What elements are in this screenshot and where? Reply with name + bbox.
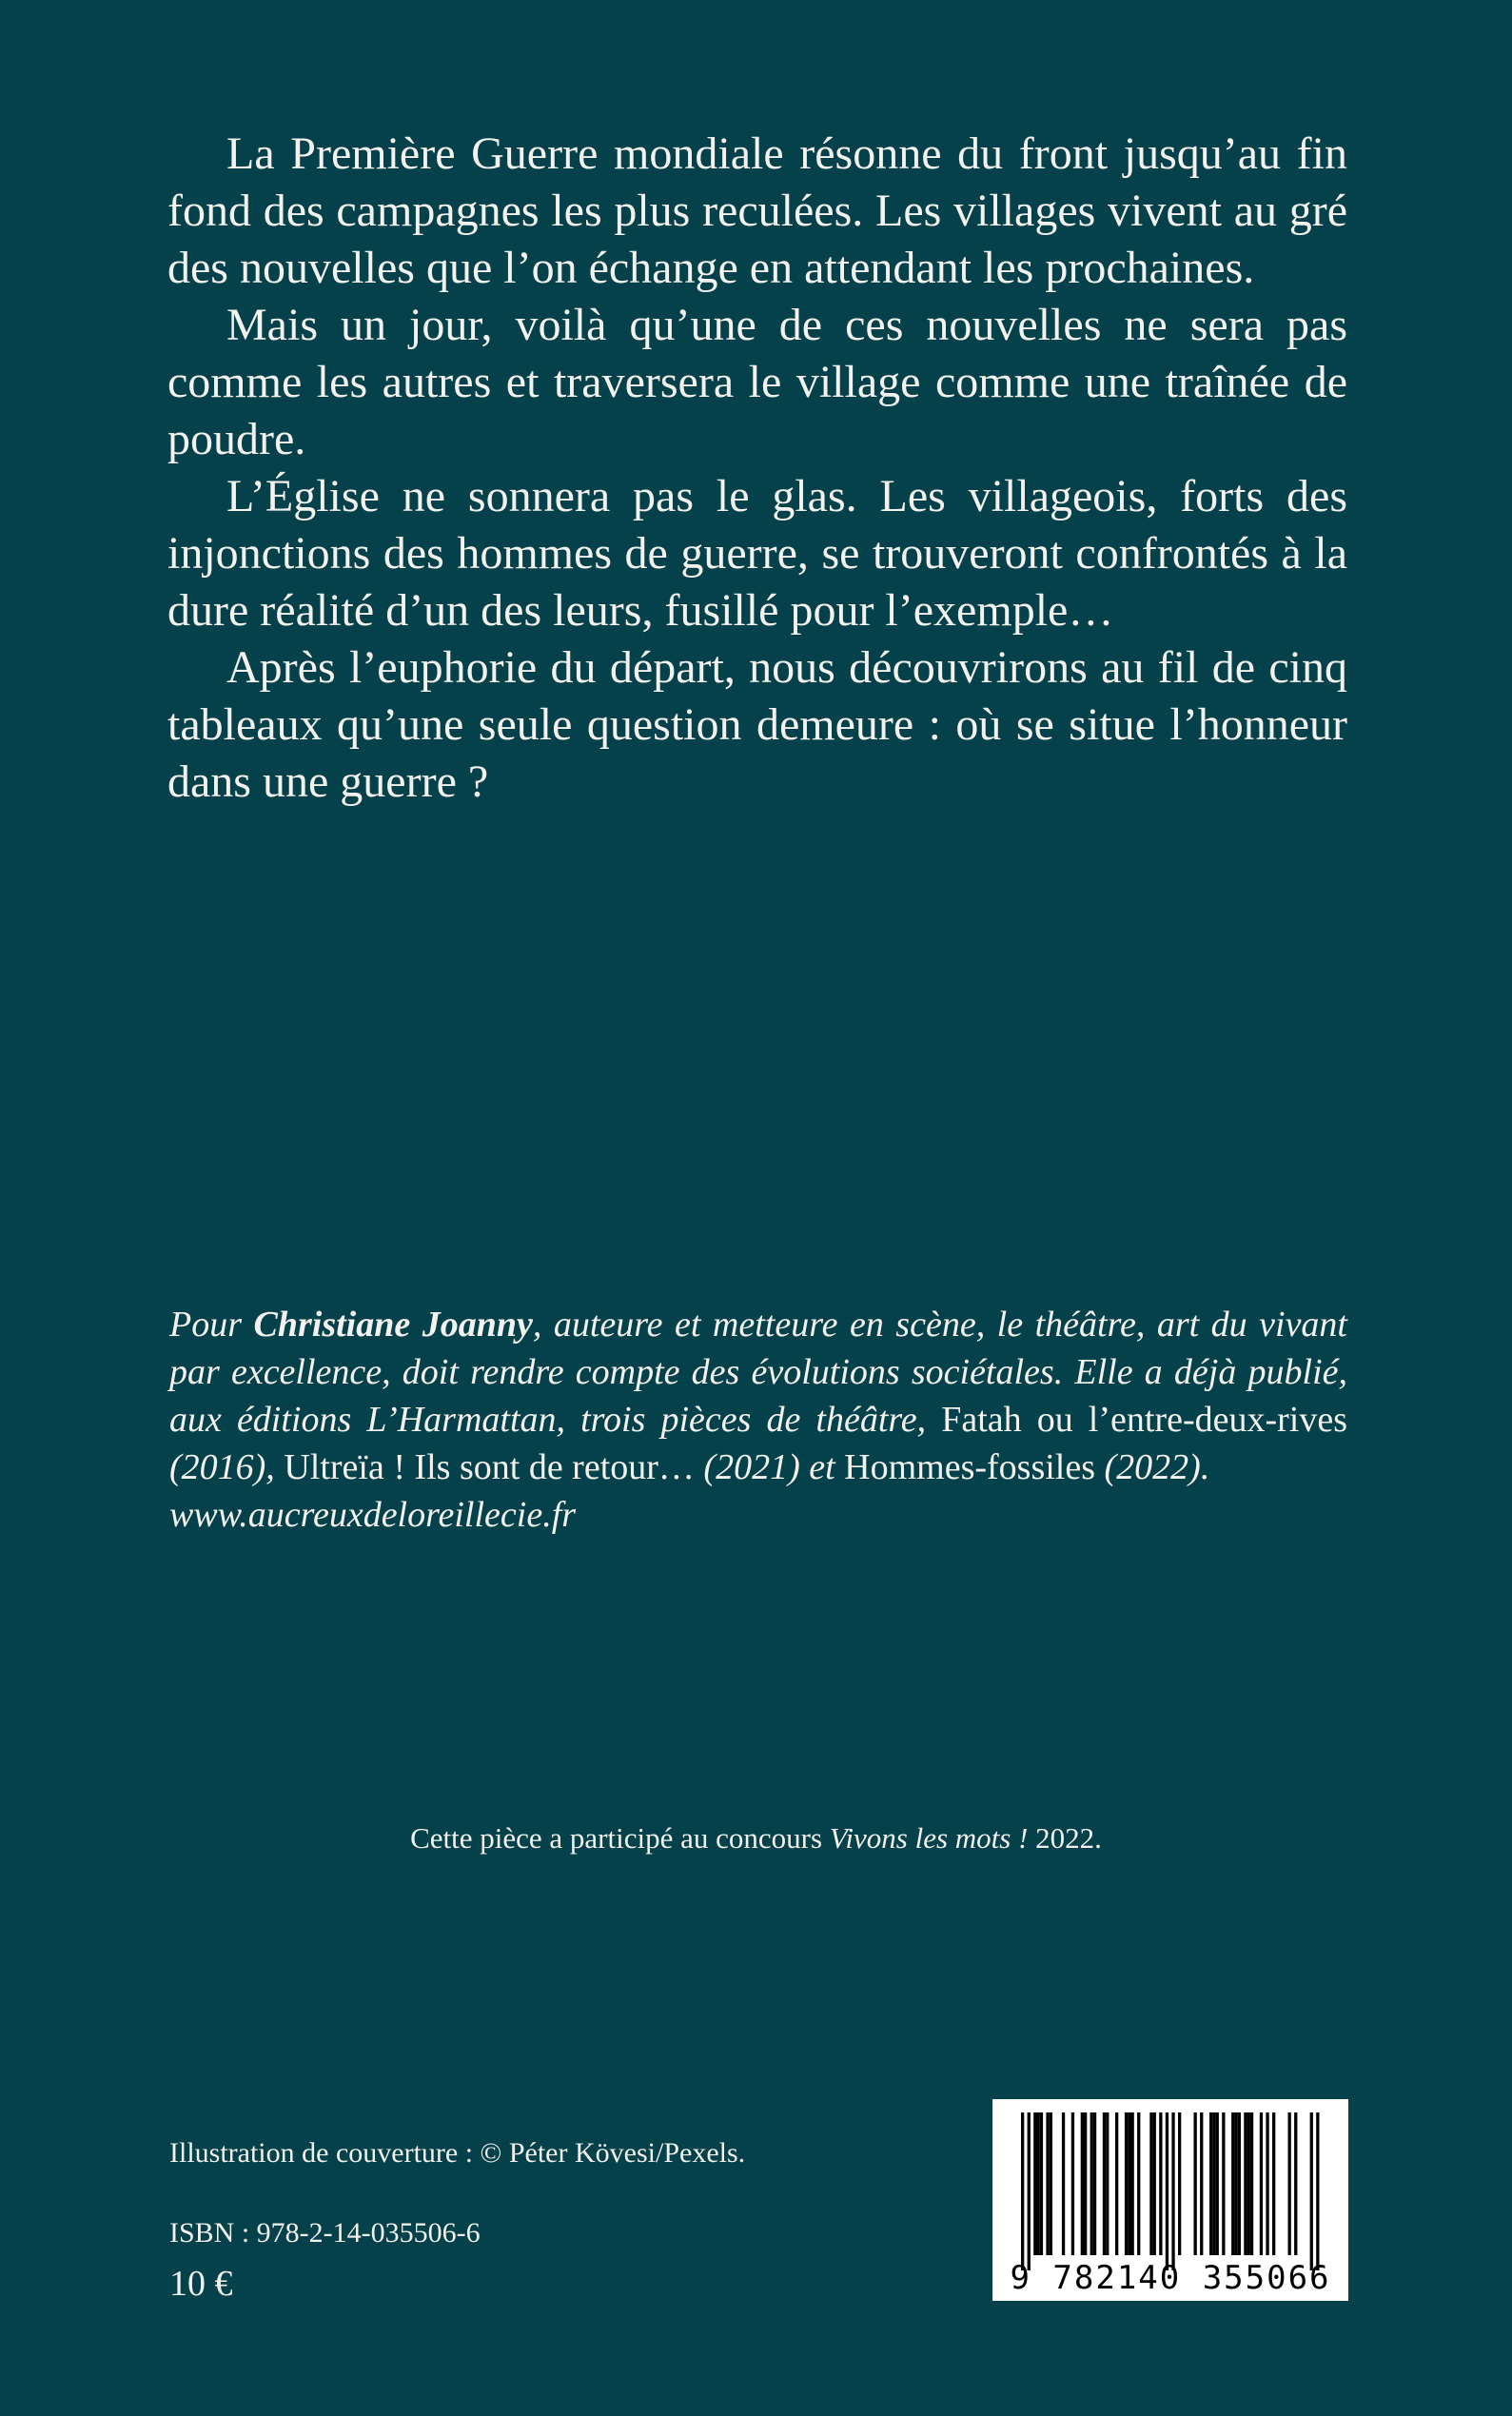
synopsis-paragraph-4: Après l’euphorie du départ, nous découvrirons au fil de cinq tableaux qu’une seule question demeure : où se situe l’honneur dans une guerre ? bbox=[167, 642, 1347, 807]
book-year-2: (2021) et bbox=[694, 1447, 845, 1487]
barcode-bar bbox=[1260, 2112, 1263, 2255]
barcode-bar bbox=[1106, 2112, 1109, 2255]
barcode-bar bbox=[1178, 2112, 1181, 2255]
book-title-1: Fatah ou l’entre-deux-rives bbox=[941, 1400, 1347, 1440]
barcode-bar bbox=[1244, 2112, 1247, 2255]
barcode bbox=[992, 2099, 1348, 2301]
barcode-bar bbox=[1062, 2112, 1065, 2255]
synopsis-paragraph-1: La Première Guerre mondiale résonne du front jusqu’au fin fond des campagnes les plus reculées. Les villages vivent au gré des nouvelles que l’on échange en attendant les prochaines. bbox=[167, 128, 1347, 293]
barcode-bar bbox=[1093, 2112, 1096, 2255]
barcode-bar bbox=[1194, 2112, 1197, 2255]
barcode-bar bbox=[1128, 2112, 1130, 2255]
barcode-bar bbox=[1090, 2112, 1093, 2255]
synopsis bbox=[167, 126, 1347, 811]
barcode-bar bbox=[1046, 2112, 1049, 2255]
barcode-bar bbox=[1216, 2112, 1219, 2255]
isbn: ISBN : 978-2-14-035506-6 bbox=[169, 2217, 481, 2249]
contest-note bbox=[0, 1819, 1512, 1857]
barcode-bar bbox=[1171, 2112, 1174, 2270]
barcode-bar bbox=[1310, 2112, 1313, 2270]
barcode-bar bbox=[1021, 2112, 1024, 2270]
barcode-bar bbox=[1153, 2112, 1156, 2255]
synopsis-paragraph-2: Mais un jour, voilà qu’une de ces nouvelles ne sera pas comme les autres et traversera le village comme une traînée de poudre. bbox=[167, 300, 1347, 464]
barcode-bar bbox=[1137, 2112, 1140, 2255]
author-name: Christiane Joanny bbox=[253, 1305, 533, 1345]
barcode-bar bbox=[1247, 2112, 1250, 2255]
barcode-bar bbox=[1209, 2112, 1212, 2255]
barcode-bar bbox=[1037, 2112, 1040, 2255]
barcode-bar bbox=[1266, 2112, 1268, 2255]
contest-name: Vivons les mots ! bbox=[829, 1821, 1029, 1855]
barcode-bar bbox=[1103, 2112, 1106, 2255]
barcode-bar bbox=[1050, 2112, 1052, 2255]
book-title-2: Ultreïa ! Ils sont de retour… bbox=[284, 1447, 695, 1487]
barcode-bar bbox=[1222, 2112, 1225, 2255]
barcode-bar bbox=[1159, 2112, 1162, 2255]
barcode-bar bbox=[1316, 2112, 1319, 2270]
contest-prefix: Cette pièce a participé au concours bbox=[410, 1821, 830, 1855]
barcode-bar bbox=[1200, 2112, 1203, 2255]
barcode-bar bbox=[1149, 2112, 1152, 2255]
barcode-digits: 9 782140 355066 bbox=[1010, 2259, 1331, 2297]
author-bio-text1: , auteure et metteure en scène, le théâtre, art du vivant par excellence, doit rendre compte des évolutions sociétales. Elle a déjà publié, aux éditions L’Harmattan, trois pièces de théâtre, bbox=[169, 1305, 1347, 1440]
barcode-bar bbox=[1028, 2112, 1031, 2270]
barcode-bar bbox=[1294, 2112, 1297, 2255]
barcode-bar bbox=[1125, 2112, 1128, 2255]
barcode-bar bbox=[1115, 2112, 1118, 2255]
author-bio-text bbox=[169, 1301, 1347, 1539]
barcode-bar bbox=[1234, 2112, 1237, 2255]
price: 10 € bbox=[169, 2264, 233, 2304]
barcode-bar bbox=[1081, 2112, 1084, 2255]
barcode-bar bbox=[1212, 2112, 1215, 2255]
illustration-credit: Illustration de couverture : © Péter Kövesi/Pexels. bbox=[169, 2137, 746, 2169]
barcode-bar bbox=[1288, 2112, 1291, 2255]
barcode-bar bbox=[1033, 2112, 1036, 2255]
synopsis-paragraph-3: L’Église ne sonnera pas le glas. Les villageois, forts des injonctions des hommes de guerre, se trouveront confrontés à la dure réalité d’un des leurs, fusillé pour l’exemple… bbox=[167, 471, 1347, 636]
contest-suffix: 2022. bbox=[1028, 1821, 1102, 1855]
barcode-bar bbox=[1272, 2112, 1275, 2255]
barcode-bar bbox=[1238, 2112, 1241, 2255]
author-bio-intro: Pour bbox=[169, 1305, 254, 1345]
barcode-bar bbox=[1040, 2112, 1043, 2255]
author-bio bbox=[169, 1301, 1347, 1539]
barcode-bar bbox=[1250, 2112, 1253, 2255]
barcode-bar bbox=[1166, 2112, 1168, 2270]
barcode-bar bbox=[1131, 2112, 1134, 2255]
author-website-link[interactable]: www.aucreuxdeloreillecie.fr bbox=[169, 1495, 577, 1535]
book-title-3: Hommes-fossiles bbox=[844, 1447, 1096, 1487]
book-year-3: (2022). bbox=[1095, 1447, 1210, 1487]
barcode-bar bbox=[1084, 2112, 1087, 2255]
barcode-bar bbox=[1071, 2112, 1074, 2255]
book-year-1: (2016), bbox=[169, 1447, 285, 1487]
barcode-bar bbox=[1231, 2112, 1234, 2255]
